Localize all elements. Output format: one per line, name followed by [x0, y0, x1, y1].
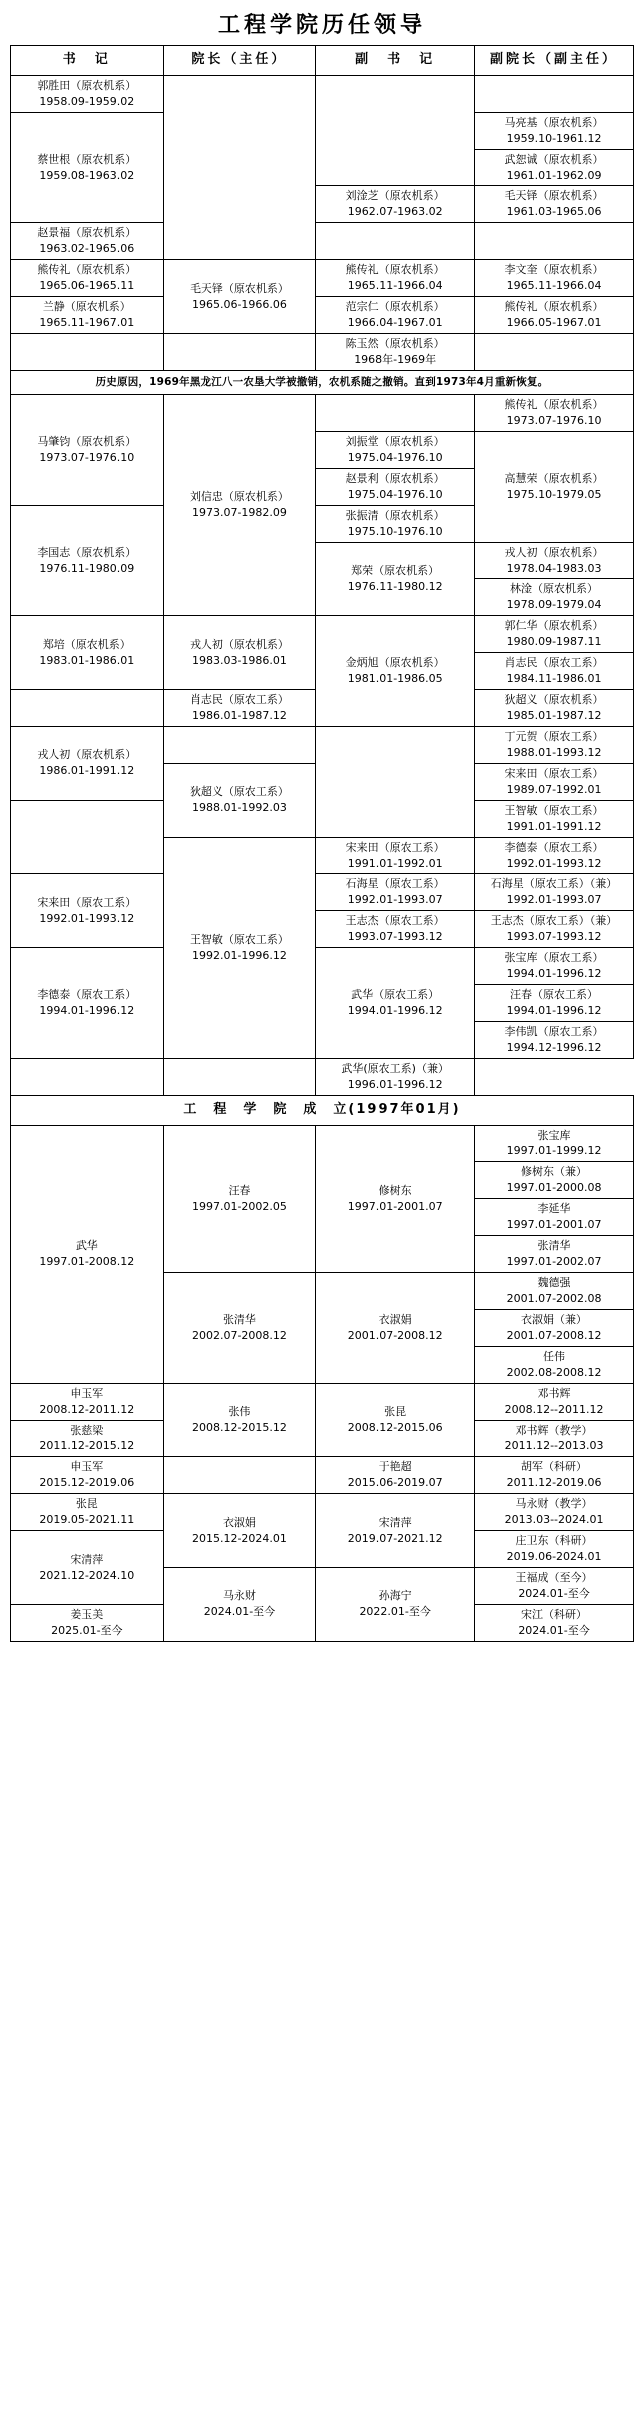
cell-vice-secretary-empty [316, 75, 475, 186]
table-row [11, 223, 634, 260]
person-date: 1962.07-1963.02 [347, 205, 443, 219]
person-name: 熊传礼（原农机系） [504, 300, 604, 314]
person-name: 李伟凯（原农工系） [504, 1024, 604, 1038]
person-name: 修树东（兼） [521, 1165, 588, 1179]
person-date: 1961.03-1965.06 [506, 205, 602, 219]
person-date: 1992.01-1993.12 [39, 911, 135, 925]
header-vice-dean: 副院长（副主任） [475, 46, 634, 76]
cell-vice-dean [475, 1457, 634, 1494]
person-name: 衣淑娟（兼） [521, 1312, 588, 1326]
person-name: 宋来田（原农工系） [504, 766, 604, 780]
person-date: 2024.01-至今 [518, 1586, 590, 1600]
person-name: 申玉军 [70, 1460, 104, 1474]
person-name: 张昆 [75, 1497, 98, 1511]
section-heading-1997: 工 程 学 院 成 立(1997年01月) [11, 1095, 634, 1125]
cell-dean [163, 1494, 316, 1568]
person-date: 1973.07-1982.09 [191, 506, 287, 520]
person-date: 1976.11-1980.12 [347, 579, 443, 593]
person-name: 丁元贺（原农工系） [504, 729, 604, 743]
cell-vice-dean-empty [475, 333, 634, 370]
person-date: 1994.01-1996.12 [39, 1004, 135, 1017]
person-name: 金炳旭（原农机系） [345, 656, 445, 670]
person-date: 1985.01-1987.12 [506, 709, 602, 722]
cell-vice-dean [475, 186, 634, 223]
person-date: 1978.04-1983.03 [506, 561, 602, 575]
person-date: 1989.07-1992.01 [506, 782, 602, 796]
person-date: 1965.11-1967.01 [39, 316, 135, 330]
person-name: 郑荣（原农机系） [351, 564, 440, 577]
person-date: 2008.12-2015.12 [191, 1421, 287, 1435]
person-name: 郭胜田（原农机系） [37, 78, 137, 92]
cell-dean [163, 763, 316, 837]
person-date: 2001.07-2008.12 [347, 1328, 443, 1342]
cell-secretary [11, 1125, 164, 1383]
cell-secretary [11, 1383, 164, 1420]
table-row [11, 1125, 634, 1162]
person-date: 2019.06-2024.01 [506, 1550, 602, 1564]
person-name: 李德泰（原农工系） [37, 988, 137, 1002]
person-date: 2025.01-至今 [51, 1623, 123, 1637]
cell-secretary [11, 1531, 164, 1605]
cell-vice-dean [475, 1346, 634, 1383]
cell-dean [163, 690, 316, 727]
cell-vice-secretary-empty [163, 1058, 316, 1095]
person-name: 王福成（至今） [515, 1571, 593, 1585]
person-date: 2008.12-2015.06 [347, 1421, 443, 1435]
cell-secretary [11, 260, 164, 297]
person-date: 1976.11-1980.09 [39, 561, 135, 575]
cell-vice-dean [475, 1199, 634, 1236]
person-name: 郑培（原农机系） [42, 637, 131, 651]
person-date: 2019.05-2021.11 [39, 1513, 135, 1527]
cell-vice-dean [475, 1236, 634, 1273]
person-name: 王智敏（原农工系） [189, 932, 289, 946]
person-date: 1997.01-2000.08 [506, 1181, 602, 1195]
cell-vice-dean [475, 874, 634, 911]
history-note: 历史原因，1969年黑龙江八一农垦大学被撤销，农机系随之撤销。直到1973年4月重新恢复。 [11, 370, 634, 394]
cell-vice-dean-empty [475, 223, 634, 260]
person-date: 2022.01-至今 [359, 1605, 431, 1619]
person-date: 1959.10-1961.12 [506, 131, 602, 145]
person-name: 胡军（科研） [521, 1460, 588, 1474]
table-row-section [11, 1095, 634, 1125]
person-name: 李国志（原农机系） [37, 545, 137, 559]
person-name: 毛天铎（原农机系） [504, 189, 604, 203]
person-date: 2002.07-2008.12 [191, 1328, 287, 1342]
person-name: 马肇钧（原农机系） [37, 434, 137, 448]
person-name: 张振清（原农机系） [345, 508, 445, 522]
header-vice-secretary: 副 书 记 [316, 46, 475, 76]
person-date: 1991.01-1991.12 [506, 819, 602, 833]
person-name: 熊传礼（原农机系） [504, 398, 604, 412]
cell-dean [163, 1383, 316, 1457]
person-name: 戎人初（原农机系） [189, 637, 289, 651]
person-date: 1975.10-1979.05 [506, 487, 602, 501]
person-date: 1973.07-1976.10 [506, 414, 602, 427]
person-name: 邓书辉（教学） [515, 1423, 593, 1437]
person-name: 张清华 [222, 1312, 256, 1326]
cell-secretary [11, 1494, 164, 1531]
person-name: 赵景利（原农机系） [345, 471, 445, 485]
person-name: 熊传礼（原农机系） [345, 263, 445, 277]
person-name: 衣淑娟 [378, 1312, 412, 1326]
person-date: 2015.12-2019.06 [39, 1476, 135, 1490]
cell-vice-dean [475, 1604, 634, 1641]
person-date: 1997.01-2001.07 [347, 1199, 443, 1213]
person-name: 任伟 [543, 1349, 566, 1363]
person-date: 2015.12-2024.01 [191, 1531, 287, 1545]
person-name: 蔡世根（原农机系） [37, 152, 137, 166]
person-name: 汪春（原农工系） [510, 988, 599, 1002]
cell-vice-dean [475, 911, 634, 948]
person-name: 陈玉然（原农机系） [345, 336, 445, 350]
cell-secretary [11, 726, 164, 800]
person-date: 1994.01-1996.12 [506, 967, 602, 981]
person-name: 武华 [75, 1239, 98, 1253]
cell-vice-secretary-empty [316, 223, 475, 260]
person-name: 王智敏（原农工系） [504, 803, 604, 817]
cell-vice-secretary-empty [316, 726, 475, 837]
header-dean: 院长（主任） [163, 46, 316, 76]
person-name: 于艳超 [378, 1460, 412, 1474]
cell-dean [163, 837, 316, 1058]
person-name: 刘振堂（原农机系） [345, 434, 445, 448]
cell-secretary [11, 223, 164, 260]
cell-dean [163, 1568, 316, 1642]
person-name: 刘信忠（原农机系） [189, 490, 289, 504]
cell-vice-dean [475, 1125, 634, 1162]
person-date: 1992.01-1996.12 [191, 948, 287, 962]
table-header-row [11, 46, 634, 76]
person-date: 1975.10-1976.10 [347, 524, 443, 538]
person-name: 林淦（原农机系） [510, 582, 599, 596]
person-name: 庄卫东（科研） [515, 1534, 593, 1548]
cell-vice-dean [475, 690, 634, 727]
person-name: 邓书辉 [537, 1386, 571, 1400]
person-name: 张昆 [384, 1405, 407, 1419]
person-name: 肖志民（原农工系） [189, 693, 289, 707]
page-title: 工程学院历任领导 [217, 13, 426, 38]
cell-dean [163, 1273, 316, 1384]
person-name: 马永财（教学） [515, 1497, 593, 1511]
person-date: 2015.06-2019.07 [347, 1476, 443, 1490]
cell-vice-secretary [316, 837, 475, 874]
cell-vice-dean [475, 1568, 634, 1605]
person-date: 1961.01-1962.09 [506, 168, 602, 182]
person-name: 宋清萍 [378, 1515, 412, 1529]
person-date: 1975.04-1976.10 [347, 487, 443, 501]
person-name: 熊传礼（原农机系） [37, 263, 137, 277]
table-row [11, 726, 634, 763]
person-name: 孙海宁 [378, 1589, 412, 1603]
person-date: 1965.06-1966.06 [191, 297, 287, 311]
person-name: 宋来田（原农工系） [345, 840, 445, 854]
person-name: 宋清萍 [70, 1552, 104, 1566]
cell-secretary-empty [11, 800, 164, 874]
person-name: 石海星（原农工系） [345, 877, 445, 891]
person-date: 2002.08-2008.12 [506, 1365, 602, 1379]
person-name: 郭仁华（原农机系） [504, 619, 604, 633]
cell-secretary [11, 75, 164, 112]
person-name: 张宝库（原农工系） [504, 951, 604, 965]
person-name: 修树东 [378, 1183, 412, 1197]
person-date: 1959.08-1963.02 [39, 168, 135, 182]
person-name: 衣淑娟 [222, 1515, 256, 1529]
table-row [11, 874, 634, 911]
cell-vice-dean [475, 1420, 634, 1457]
person-date: 1992.01-1993.07 [347, 893, 443, 907]
cell-vice-secretary [316, 1383, 475, 1457]
cell-vice-dean [475, 260, 634, 297]
person-name: 汪春 [228, 1183, 251, 1197]
cell-secretary [11, 112, 164, 223]
person-date: 1988.01-1993.12 [506, 745, 602, 759]
person-name: 范宗仁（原农机系） [345, 300, 445, 314]
table-row [11, 75, 634, 112]
person-date: 1978.09-1979.04 [506, 598, 602, 612]
cell-vice-secretary [316, 431, 475, 468]
person-name: 狄超义（原农工系） [189, 785, 289, 799]
cell-vice-dean [475, 1383, 634, 1420]
person-date: 1991.01-1992.01 [347, 856, 443, 870]
person-date: 2024.01-至今 [518, 1623, 590, 1637]
person-name: 宋江（科研） [521, 1607, 588, 1621]
cell-vice-dean [475, 1531, 634, 1568]
cell-vice-dean [475, 763, 634, 800]
person-date: 1988.01-1992.03 [191, 801, 287, 815]
person-date: 2008.12--2011.12 [504, 1402, 604, 1416]
cell-dean [163, 395, 316, 616]
cell-dean-empty [163, 75, 316, 259]
table-row [11, 260, 634, 297]
cell-secretary [11, 948, 164, 1059]
cell-vice-dean [475, 149, 634, 186]
person-date: 1997.01-1999.12 [506, 1144, 602, 1158]
person-name: 武华(原农工系)（兼） [341, 1061, 449, 1075]
person-name: 魏德强 [537, 1276, 571, 1290]
person-name: 宋来田（原农工系） [37, 895, 137, 909]
cell-dean [163, 260, 316, 334]
cell-vice-secretary-empty [316, 395, 475, 432]
cell-vice-dean [475, 1021, 634, 1058]
person-name: 赵景福（原农机系） [37, 226, 137, 240]
cell-vice-dean [475, 1162, 634, 1199]
table-row [11, 1058, 634, 1095]
person-name: 王志杰（原农工系） [345, 914, 445, 928]
cell-vice-dean-empty [475, 75, 634, 112]
table-row-note [11, 370, 634, 394]
person-date: 1965.11-1966.04 [347, 279, 443, 293]
person-date: 1996.01-1996.12 [347, 1077, 443, 1091]
person-date: 2021.12-2024.10 [39, 1568, 135, 1582]
cell-vice-secretary [316, 542, 475, 616]
cell-secretary [11, 874, 164, 948]
person-name: 武恕诚（原农机系） [504, 152, 604, 166]
person-date: 1983.01-1986.01 [39, 653, 135, 667]
cell-secretary [11, 395, 164, 506]
person-name: 李延华 [537, 1202, 571, 1216]
cell-dean [163, 616, 316, 690]
person-name: 兰静（原农机系） [42, 300, 131, 314]
cell-secretary [11, 1604, 164, 1641]
person-date: 1994.01-1996.12 [347, 1004, 443, 1017]
person-name: 申玉军 [70, 1386, 104, 1400]
person-date: 1980.09-1987.11 [506, 635, 602, 649]
person-date: 2001.07-2002.08 [506, 1291, 602, 1305]
person-date: 1975.04-1976.10 [347, 450, 443, 464]
table-row [11, 1494, 634, 1531]
person-name: 张宝库 [537, 1128, 571, 1142]
person-date: 1994.01-1996.12 [506, 1004, 602, 1017]
cell-vice-secretary [316, 1125, 475, 1273]
person-date: 1994.12-1996.12 [506, 1040, 602, 1054]
cell-dean [163, 1125, 316, 1273]
person-date: 1997.01-2002.05 [191, 1199, 287, 1213]
person-name: 石海星（原农工系）（兼） [490, 877, 618, 891]
person-name: 毛天铎（原农机系） [189, 281, 289, 295]
cell-vice-dean [475, 837, 634, 874]
person-date: 1997.01-2002.07 [506, 1255, 602, 1269]
table-row [11, 333, 634, 370]
cell-vice-secretary [316, 1457, 475, 1494]
person-name: 肖志民（原农工系） [504, 656, 604, 670]
cell-vice-secretary [316, 948, 475, 1059]
person-date: 1983.03-1986.01 [191, 653, 287, 667]
cell-vice-secretary [316, 911, 475, 948]
person-date: 2001.07-2008.12 [506, 1328, 602, 1342]
cell-vice-dean [475, 431, 634, 542]
cell-vice-secretary [316, 468, 475, 505]
cell-dean-empty [163, 726, 316, 763]
cell-secretary [11, 1457, 164, 1494]
person-date: 1965.11-1966.04 [506, 279, 602, 293]
person-name: 戎人初（原农机系） [504, 545, 604, 559]
person-date: 1981.01-1986.05 [347, 672, 443, 686]
cell-vice-secretary [316, 297, 475, 334]
cell-vice-dean [475, 1273, 634, 1310]
person-name: 马亮基（原农机系） [504, 115, 604, 129]
person-date: 2011.12--2013.03 [504, 1439, 604, 1453]
person-date: 1993.07-1993.12 [506, 930, 602, 944]
person-date: 1963.02-1965.06 [39, 242, 135, 256]
cell-secretary [11, 297, 164, 334]
cell-vice-secretary [316, 616, 475, 727]
cell-secretary-empty [11, 1058, 164, 1095]
person-date: 1986.01-1987.12 [191, 709, 287, 722]
cell-vice-dean [475, 542, 634, 579]
cell-vice-dean [475, 800, 634, 837]
cell-dean-empty [163, 333, 316, 370]
person-date: 2013.03--2024.01 [504, 1513, 604, 1527]
person-date: 2019.07-2021.12 [347, 1531, 443, 1545]
table-row [11, 948, 634, 985]
cell-vice-secretary [316, 1568, 475, 1642]
cell-vice-dean [475, 112, 634, 149]
cell-vice-secretary [316, 1273, 475, 1384]
cell-vice-dean [475, 653, 634, 690]
person-date: 1965.06-1965.11 [39, 279, 135, 293]
person-name: 刘淦芝（原农机系） [345, 189, 445, 203]
cell-vice-secretary [316, 1494, 475, 1568]
cell-vice-dean [475, 726, 634, 763]
person-date: 1993.07-1993.12 [347, 930, 443, 944]
person-name: 李文奎（原农机系） [504, 263, 604, 277]
cell-vice-dean [316, 1058, 475, 1095]
person-date: 2011.12-2015.12 [39, 1439, 135, 1453]
table-row [11, 1383, 634, 1420]
person-date: 1968年-1969年 [354, 352, 437, 366]
leadership-table [10, 45, 634, 1642]
cell-vice-dean [475, 297, 634, 334]
cell-secretary [11, 505, 164, 616]
person-date: 2011.12-2019.06 [506, 1476, 602, 1490]
header-secretary: 书 记 [11, 46, 164, 76]
person-date: 1986.01-1991.12 [39, 764, 135, 778]
person-date: 2024.01-至今 [203, 1605, 276, 1619]
cell-dean-empty [163, 1457, 316, 1494]
person-date: 1997.01-2008.12 [39, 1255, 135, 1269]
person-date: 2008.12-2011.12 [39, 1402, 135, 1416]
cell-vice-dean [475, 395, 634, 432]
person-name: 高慧荣（原农机系） [504, 471, 604, 485]
person-name: 王志杰（原农工系）（兼） [490, 914, 618, 928]
cell-vice-dean [475, 1494, 634, 1531]
cell-vice-secretary [316, 874, 475, 911]
table-row [11, 395, 634, 432]
person-date: 1966.05-1967.01 [506, 316, 602, 330]
table-row [11, 297, 634, 334]
person-date: 1992.01-1993.07 [506, 893, 602, 907]
person-name: 张清华 [537, 1239, 571, 1253]
cell-secretary [11, 1420, 164, 1457]
cell-vice-secretary [316, 333, 475, 370]
person-date: 1984.11-1986.01 [506, 672, 602, 686]
cell-vice-dean [475, 1309, 634, 1346]
person-date: 1958.09-1959.02 [39, 94, 135, 108]
cell-vice-secretary [316, 260, 475, 297]
cell-vice-secretary [316, 186, 475, 223]
person-name: 张伟 [228, 1405, 251, 1419]
cell-vice-secretary [316, 505, 475, 542]
person-name: 张慈梁 [70, 1423, 104, 1437]
cell-vice-dean [475, 579, 634, 616]
person-date: 1966.04-1967.01 [347, 316, 443, 330]
cell-secretary [11, 616, 164, 690]
person-name: 狄超义（原农机系） [504, 693, 604, 707]
person-name: 姜玉美 [70, 1607, 104, 1621]
person-name: 李德泰（原农工系） [504, 840, 604, 854]
cell-vice-dean [475, 985, 634, 1022]
person-date: 1973.07-1976.10 [39, 450, 135, 464]
person-date: 1997.01-2001.07 [506, 1218, 602, 1232]
person-date: 1992.01-1993.12 [506, 856, 602, 870]
cell-secretary-empty [11, 333, 164, 370]
person-name: 马永财 [222, 1589, 256, 1603]
cell-vice-dean [475, 616, 634, 653]
cell-vice-dean [475, 948, 634, 985]
cell-secretary-empty [11, 690, 164, 727]
person-name: 武华（原农工系） [351, 988, 440, 1002]
person-name: 戎人初（原农机系） [37, 748, 137, 762]
